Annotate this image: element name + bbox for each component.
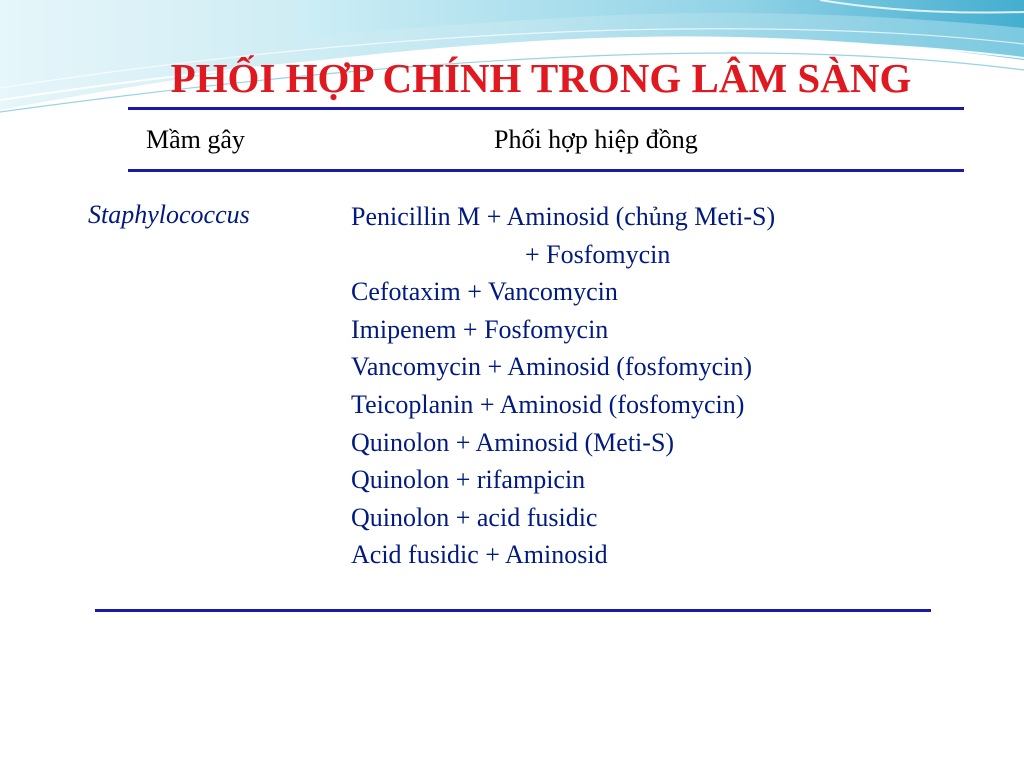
combination-item: Acid fusidic + Aminosid: [351, 540, 608, 570]
combination-item: Cefotaxim + Vancomycin: [351, 277, 618, 307]
combination-item: Imipenem + Fosfomycin: [351, 314, 609, 344]
pathogen-name: Staphylococcus: [88, 200, 250, 229]
combination-item: Penicillin M + Aminosid (chủng Meti-S): [351, 202, 776, 231]
combination-item: Quinolon + Aminosid (Meti-S): [351, 427, 675, 457]
table-bottom-rule: [95, 609, 931, 612]
combination-item: Quinolon + rifampicin: [351, 465, 586, 495]
combination-list: [351, 198, 775, 574]
header-combination: Phối hợp hiệp đồng: [494, 125, 698, 154]
slide-title: PHỐI HỢP CHÍNH TRONG LÂM SÀNG: [170, 55, 912, 101]
combination-item: Teicoplanin + Aminosid (fosfomycin): [351, 389, 745, 419]
combination-item: Quinolon + acid fusidic: [351, 502, 598, 532]
header-top-rule: [128, 107, 964, 110]
header-bottom-rule: [128, 169, 964, 172]
combination-item: Vancomycin + Aminosid (fosfomycin): [351, 352, 752, 382]
combination-item: + Fosfomycin: [525, 239, 671, 269]
header-pathogen: Mầm gây: [146, 125, 245, 154]
